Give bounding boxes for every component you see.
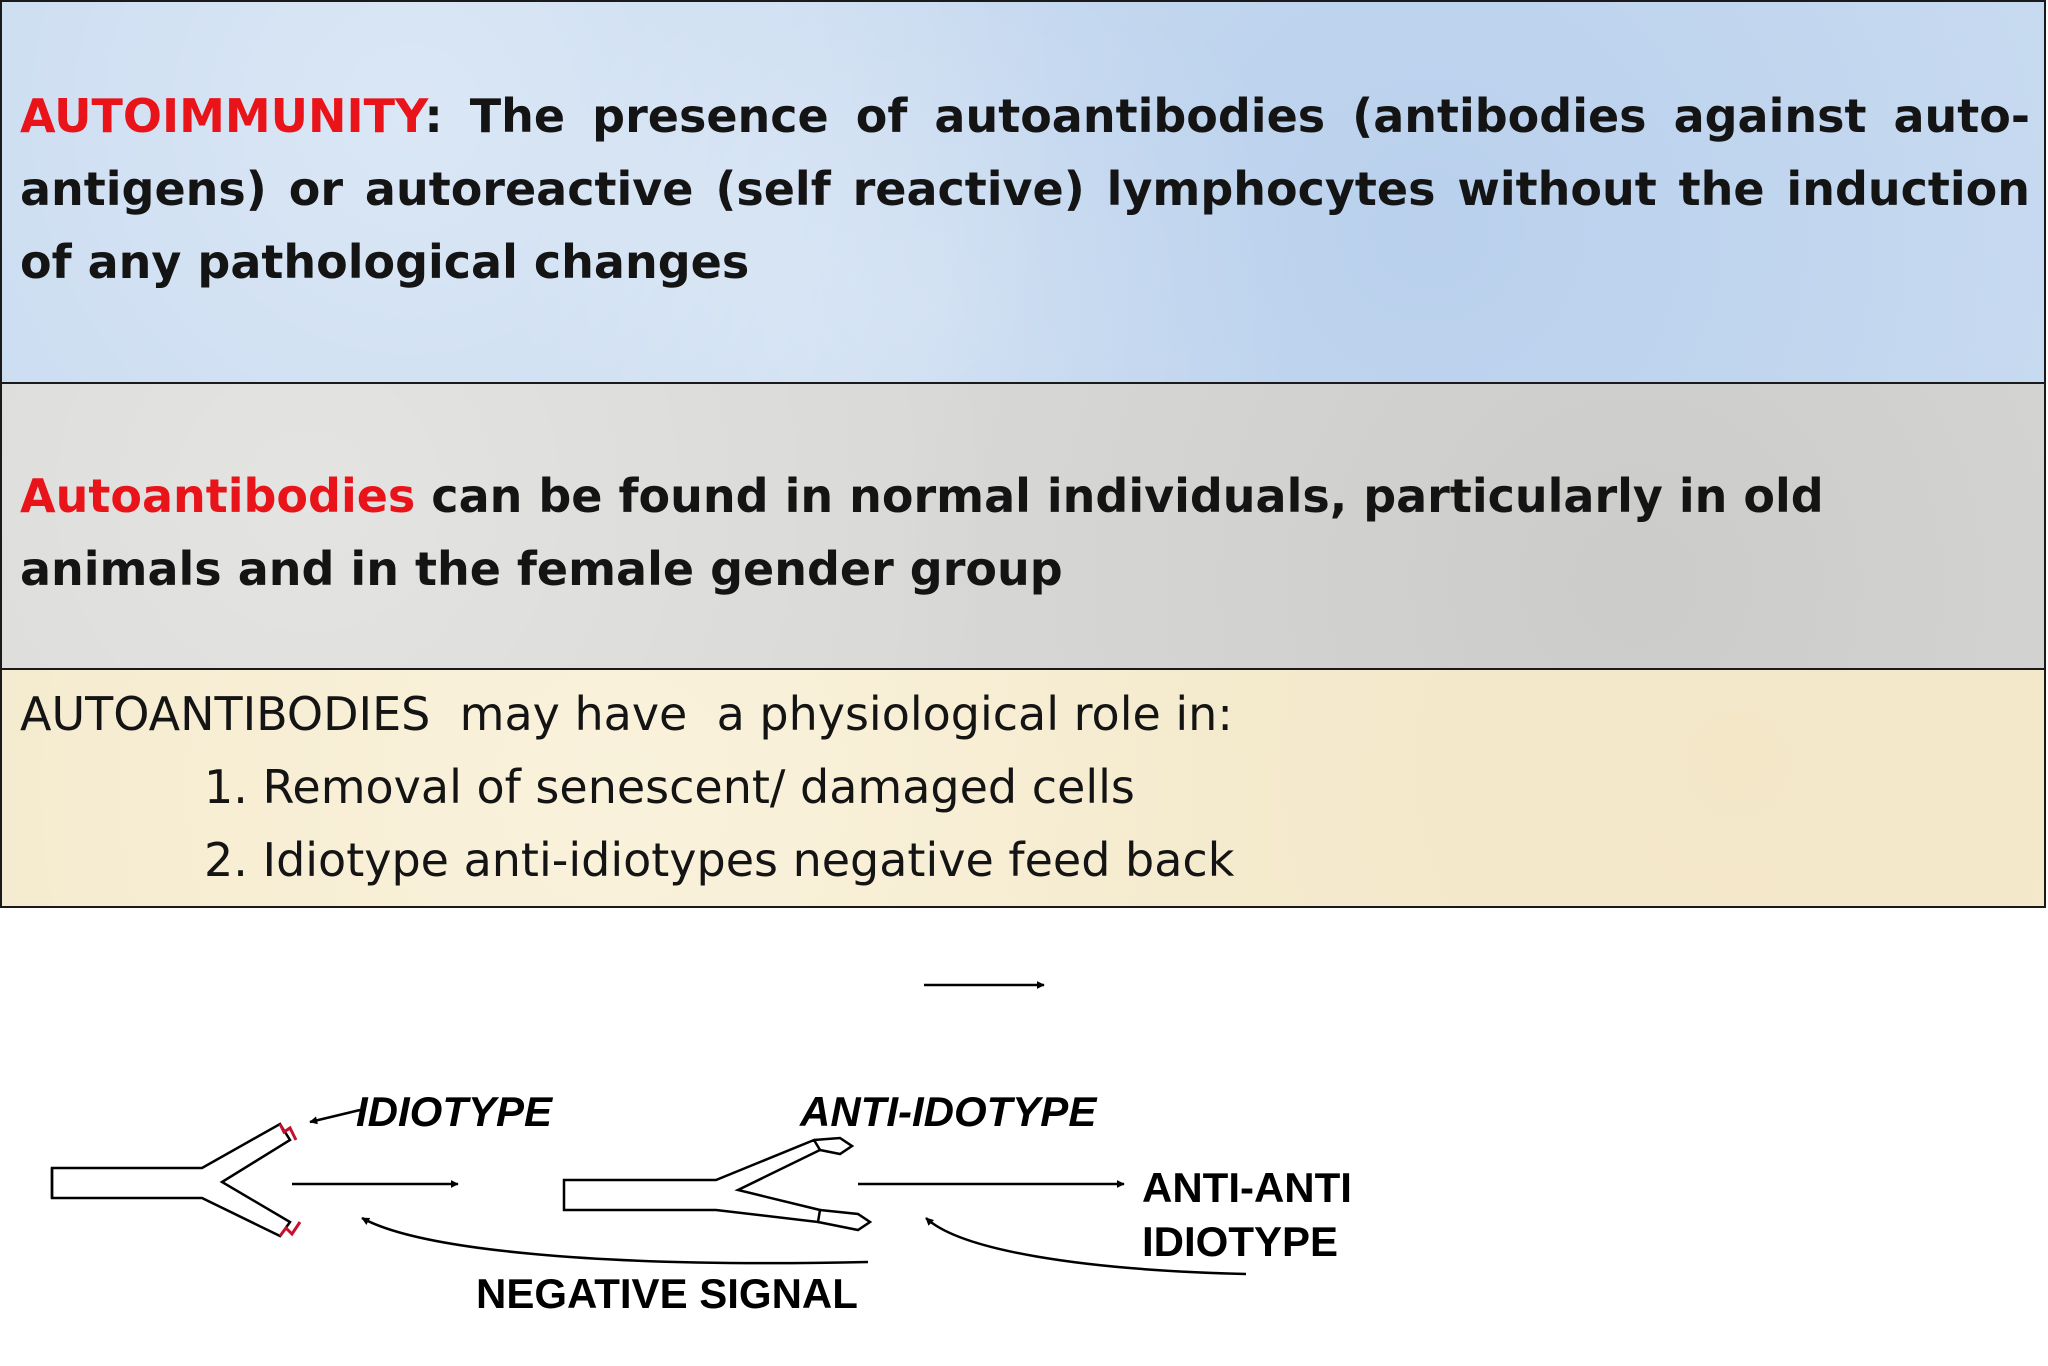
anti-anti-idiotype-label-line2: IDIOTYPE	[1142, 1218, 1339, 1265]
role-intro: AUTOANTIBODIES may have a physiological role in:	[20, 687, 1233, 741]
negative-signal-curve-long	[362, 1218, 868, 1263]
physiological-role-text	[20, 678, 2024, 897]
idiotype-label: IDIOTYPE	[356, 1088, 553, 1135]
idiotype-pointer-arrow	[310, 1110, 360, 1122]
negative-signal-label: NEGATIVE SIGNAL	[476, 1270, 858, 1317]
anti-anti-idiotype-label-line1: ANTI-ANTI	[1142, 1164, 1352, 1211]
anti-idiotype-label: ANTI-IDOTYPE	[800, 1088, 1097, 1135]
definition-panel	[0, 0, 2046, 384]
physiological-role-panel	[0, 668, 2046, 908]
autoantibodies-panel	[0, 382, 2046, 670]
role-item-idiotype-feedback: 2. Idiotype anti-idiotypes negative feed back	[204, 833, 1235, 887]
anti-idiotype-antibody-shape	[564, 1138, 870, 1230]
autoantibodies-text: can be found in normal individuals, particularly in old animals and in the female gender group	[20, 469, 1824, 596]
definition-text: The presence of autoantibodies (antibodies against auto-antigens) or autoreactive (self reactive) lymphocytes without the induction of any pathological changes	[20, 89, 2030, 289]
idiotype-antibody-shape	[52, 1124, 290, 1236]
autoantibodies-paragraph	[20, 460, 2030, 606]
idiotype-network-diagram	[0, 908, 2048, 1366]
definition-paragraph	[20, 80, 2030, 299]
role-item-removal: 1. Removal of senescent/ damaged cells	[204, 760, 1135, 814]
definition-term: AUTOIMMUNITY	[20, 89, 425, 143]
autoantibodies-term: Autoantibodies	[20, 469, 416, 523]
definition-separator: :	[424, 89, 443, 143]
